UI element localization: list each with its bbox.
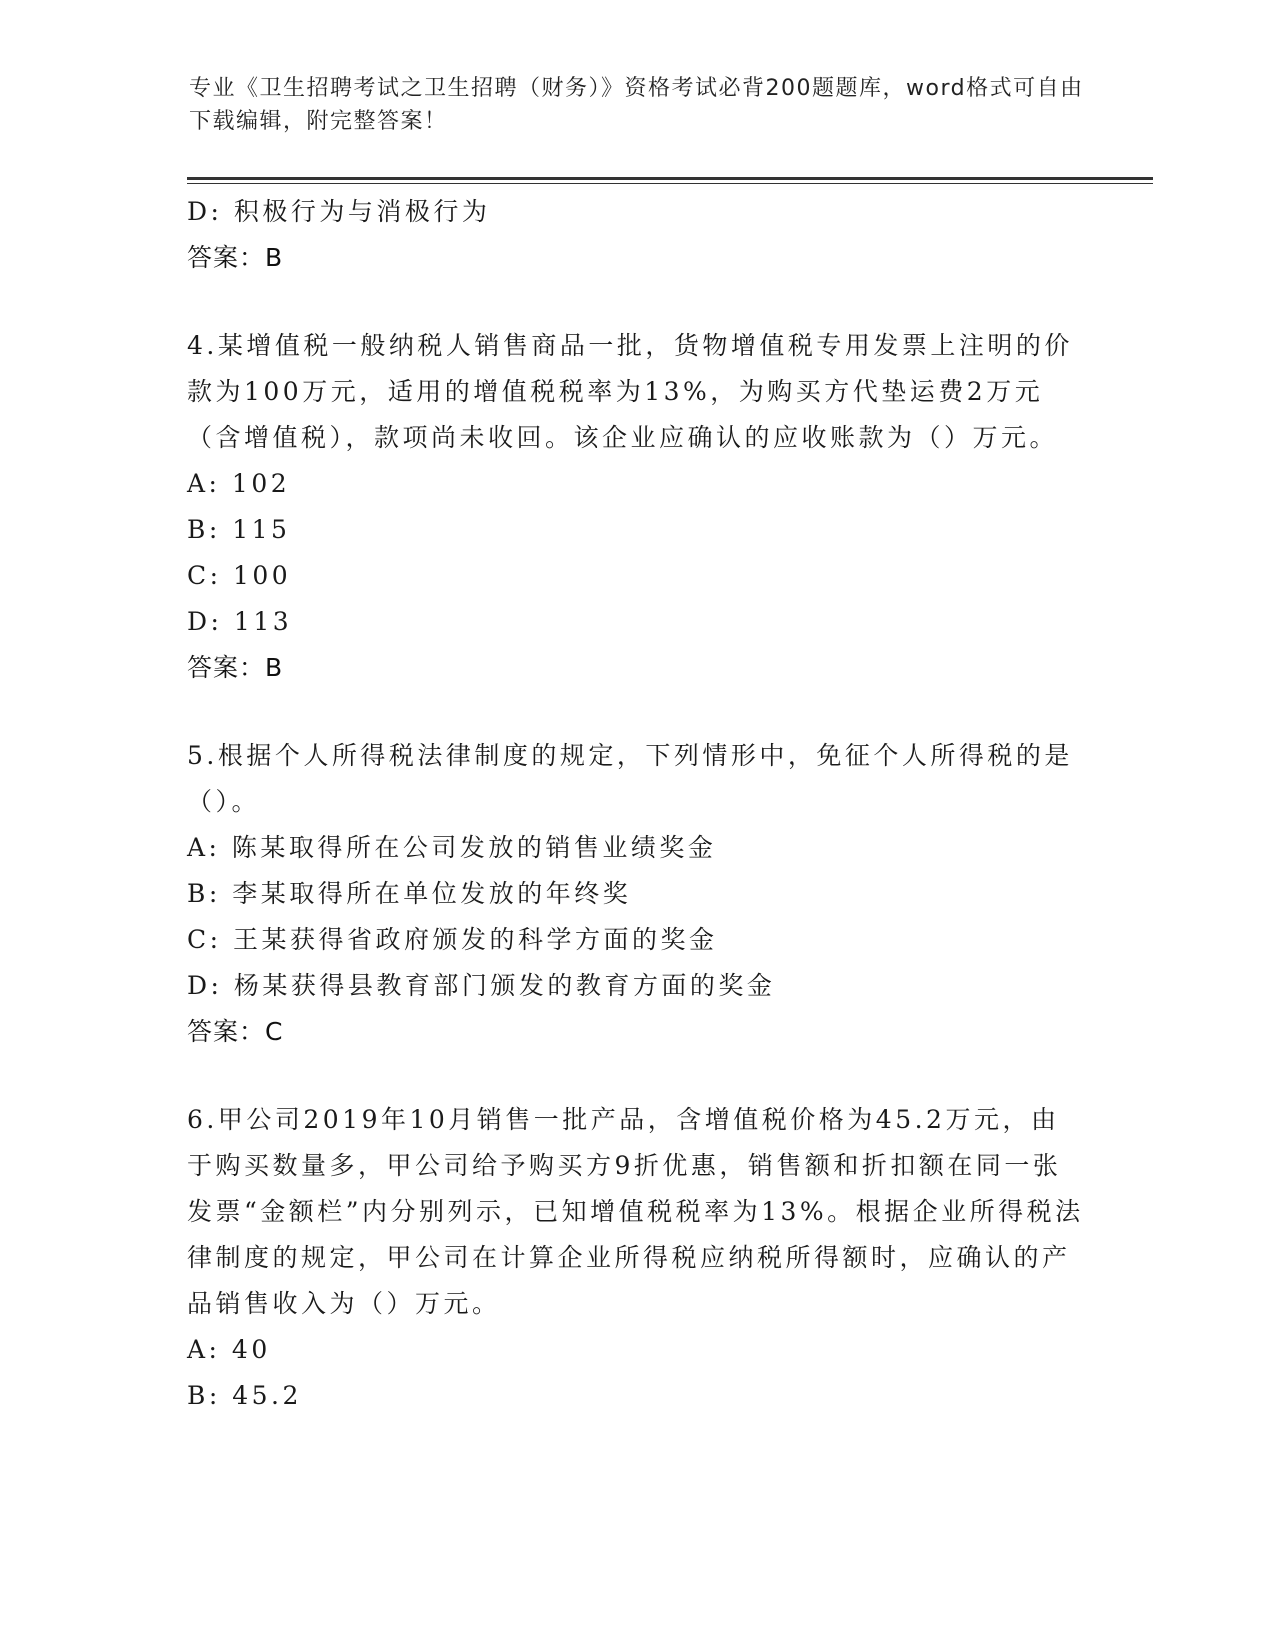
option-a: A: 40 [187,1335,271,1364]
question-text: 4.某增值税一般纳税人销售商品一批，货物增值税专用发票上注明的价款为100万元，适用的增值税税率为13%，为购买方代垫运费2万元（含增值税），款项尚未收回。该企业应确认的应收账款为（）万元。 [187,331,1073,452]
option-c: C: 100 [187,561,292,590]
option-d: D: 113 [187,607,293,636]
document-header: 专业《卫生招聘考试之卫生招聘（财务）》资格考试必背200题题库，word格式可自由下载编辑，附完整答案！ [189,76,1084,134]
header-divider-thin [187,183,1153,184]
option-c: C: 王某获得省政府颁发的科学方面的奖金 [187,925,718,954]
option-d: D: 积极行为与消极行为 [187,197,491,226]
question-content [187,189,1087,1419]
option-a: A: 102 [187,469,291,498]
question-text: 5.根据个人所得税法律制度的规定，下列情形中，免征个人所得税的是（）。 [187,741,1073,816]
question-4 [187,323,1087,691]
question-5 [187,733,1087,1055]
question-3-tail [187,189,1087,281]
answer: 答案：B [187,653,284,682]
option-a: A: 陈某取得所在公司发放的销售业绩奖金 [187,833,717,862]
option-d: D: 杨某获得县教育部门颁发的教育方面的奖金 [187,971,776,1000]
option-b: B: 115 [187,515,291,544]
question-6 [187,1097,1087,1419]
option-b: B: 李某取得所在单位发放的年终奖 [187,879,632,908]
answer: 答案：B [187,243,284,272]
option-b: B: 45.2 [187,1381,302,1410]
answer: 答案：C [187,1017,284,1046]
header-divider-thick [187,177,1153,180]
question-text: 6.甲公司2019年10月销售一批产品，含增值税价格为45.2万元，由于购买数量多，甲公司给予购买方9折优惠，销售额和折扣额在同一张发票“金额栏”内分别列示，已知增值税税率为13%。根据企业所得税法律制度的规定，甲公司在计算企业所得税应纳税所得额时，应确认的产品销售收入为（）万元。 [187,1105,1084,1318]
